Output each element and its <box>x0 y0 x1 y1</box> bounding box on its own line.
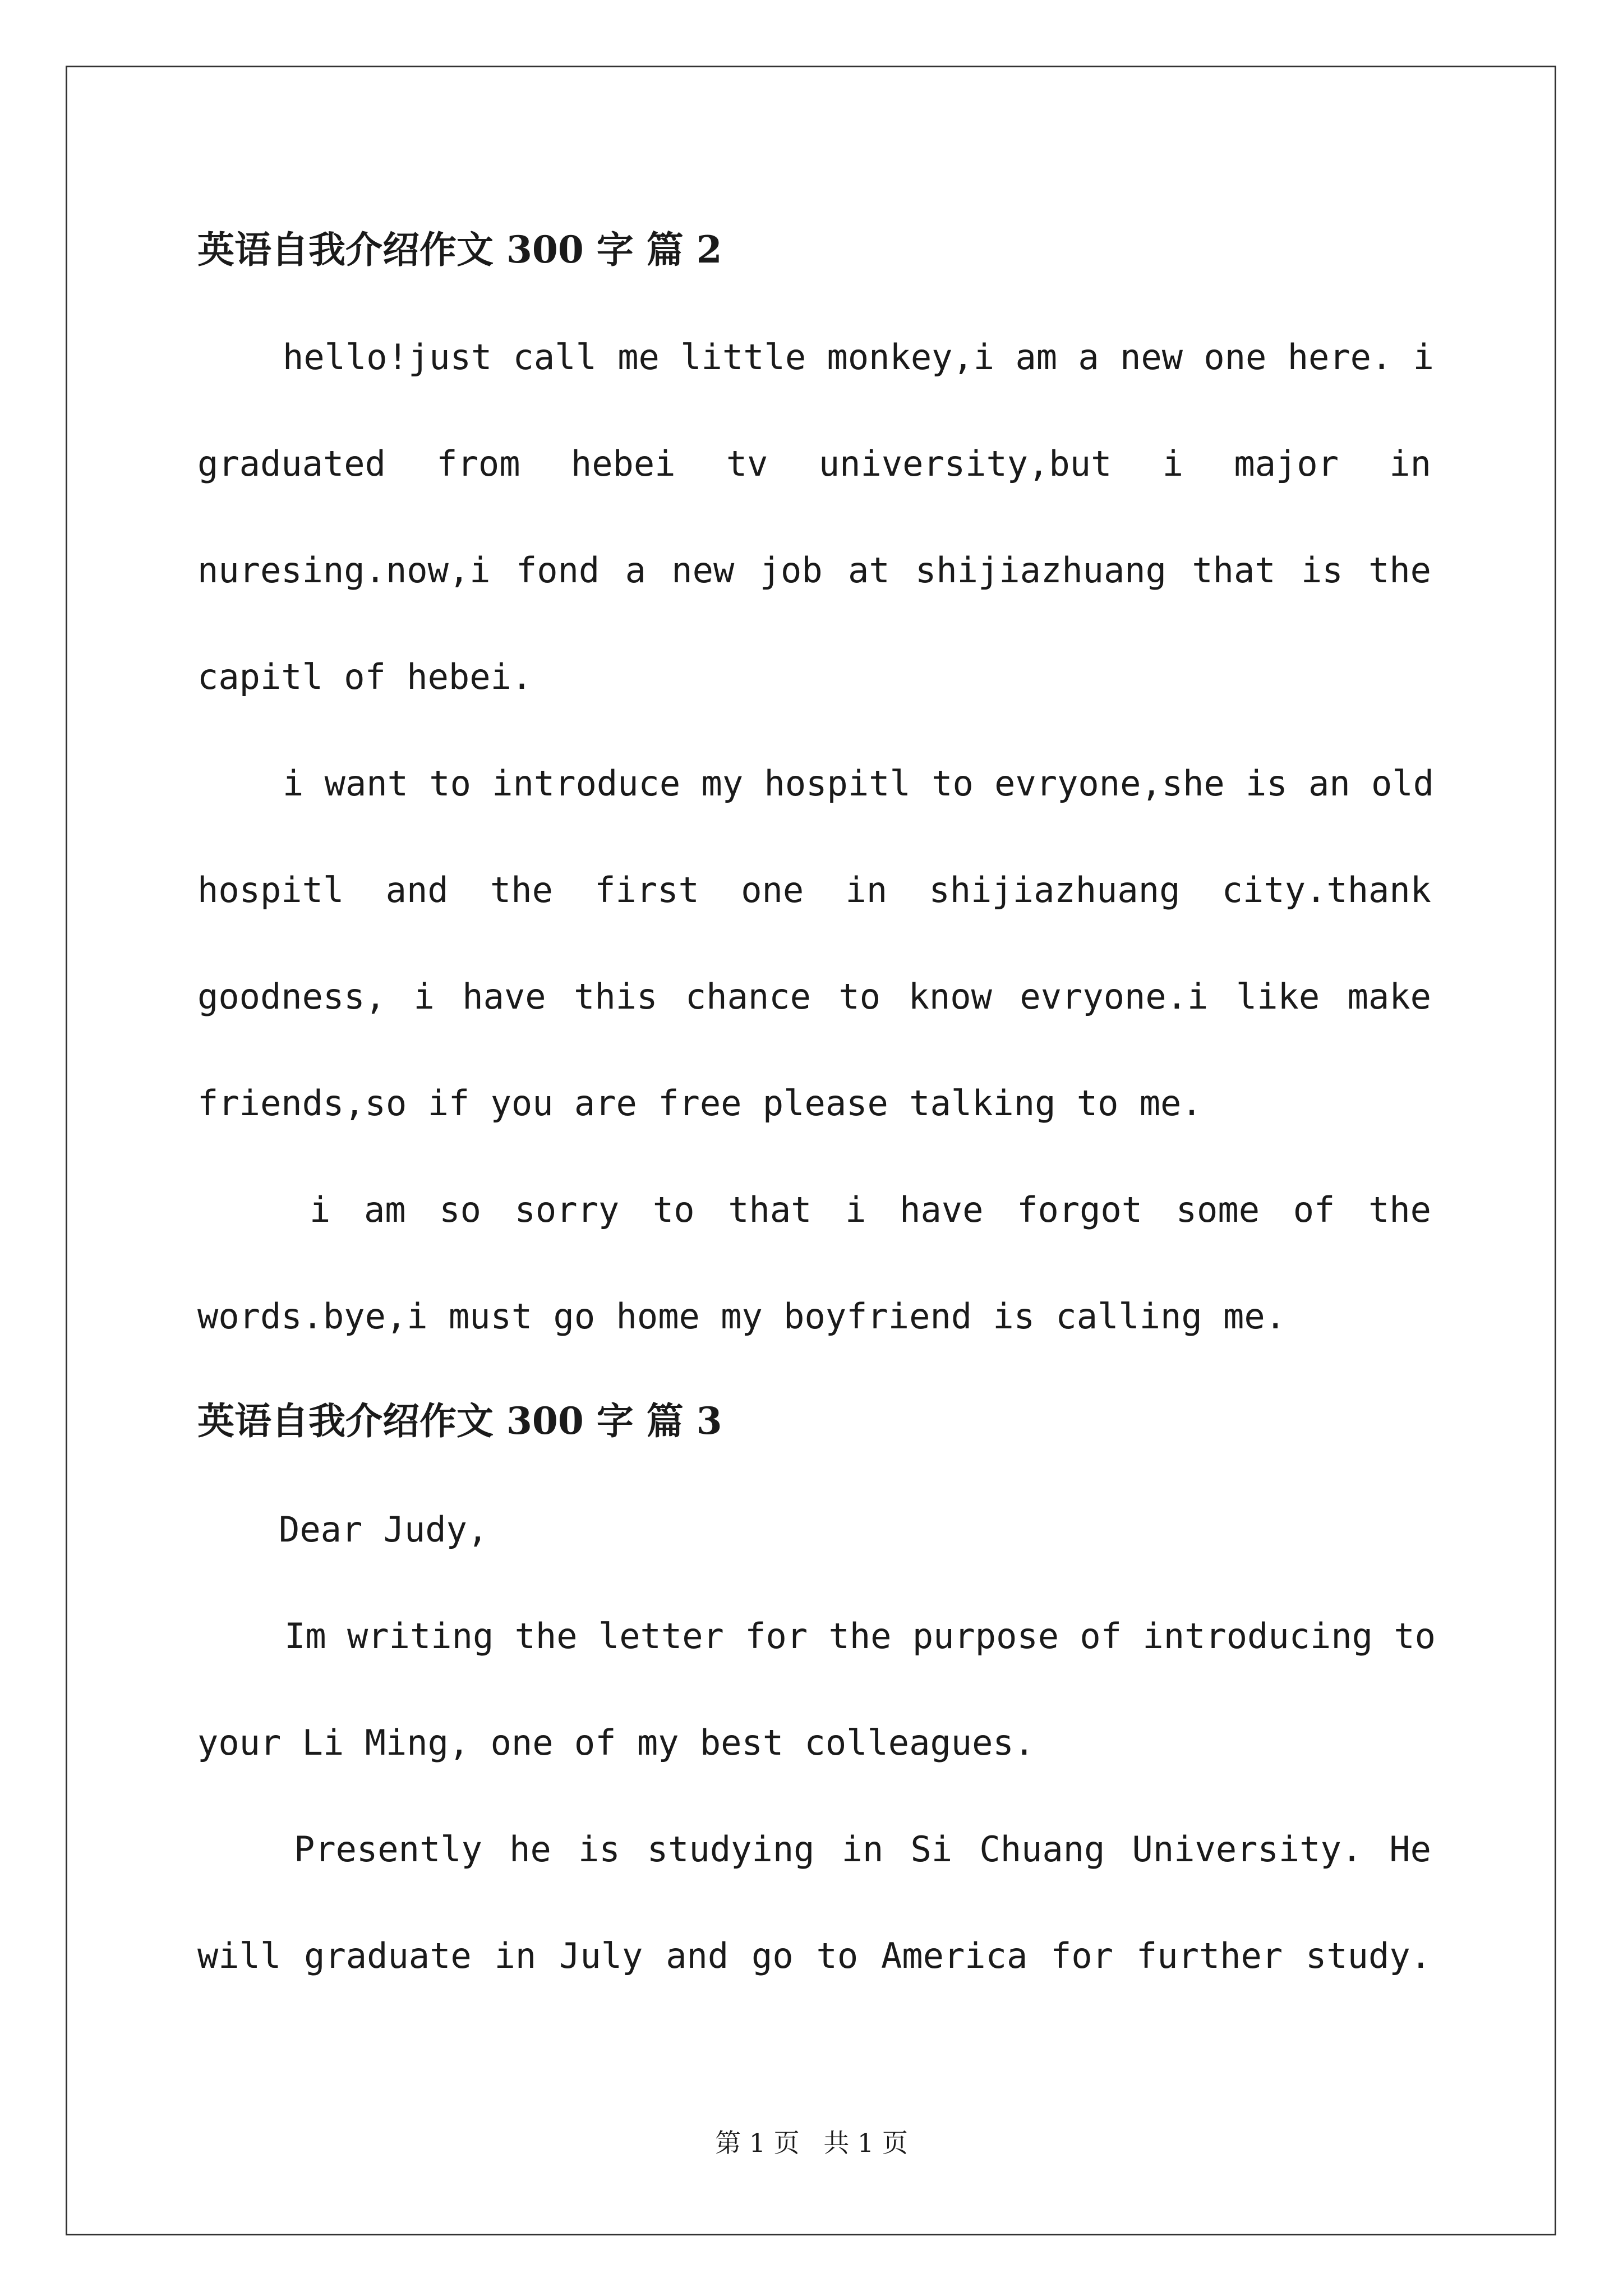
paragraph-line: i want to introduce my hospitl to evryone,she is an old <box>283 763 1434 804</box>
page-total: 共 1 页 <box>823 2128 908 2158</box>
paragraph-line: will graduate in July and go to America for further study. <box>197 1935 1431 1976</box>
paragraph-line: hello!just call me little monkey,i am a new one here. i <box>283 337 1434 378</box>
paragraph-line: i am so sorry to that i have forgot some of the <box>310 1189 1431 1230</box>
paragraph-line: Im writing the letter for the purpose of introducing to <box>284 1616 1436 1657</box>
paragraph-line: goodness, i have this chance to know evryone.i like make <box>197 976 1431 1017</box>
paragraph-line: nuresing.now,i fond a new job at shijiazhuang that is the <box>197 550 1431 591</box>
paragraph-line: Dear Judy, <box>279 1509 488 1550</box>
section-heading: 英语自我介绍作文 300 字 篇 3 <box>197 1399 722 1443</box>
paragraph-line: words.bye,i must go home my boyfriend is calling me. <box>197 1296 1287 1337</box>
page-border <box>66 66 1556 2235</box>
page-number: 第 1 页 <box>715 2128 800 2158</box>
section-heading: 英语自我介绍作文 300 字 篇 2 <box>197 228 722 272</box>
paragraph-line: friends,so if you are free please talking to me. <box>197 1083 1202 1124</box>
paragraph-line: your Li Ming, one of my best colleagues. <box>197 1722 1035 1763</box>
page-footer <box>0 2126 1623 2160</box>
paragraph-line: capitl of hebei. <box>197 656 533 697</box>
paragraph-line: Presently he is studying in Si Chuang University. He <box>294 1829 1431 1870</box>
paragraph-line: graduated from hebei tv university,but i major in <box>197 443 1431 484</box>
paragraph-line: hospitl and the first one in shijiazhuang city.thank <box>197 869 1431 910</box>
